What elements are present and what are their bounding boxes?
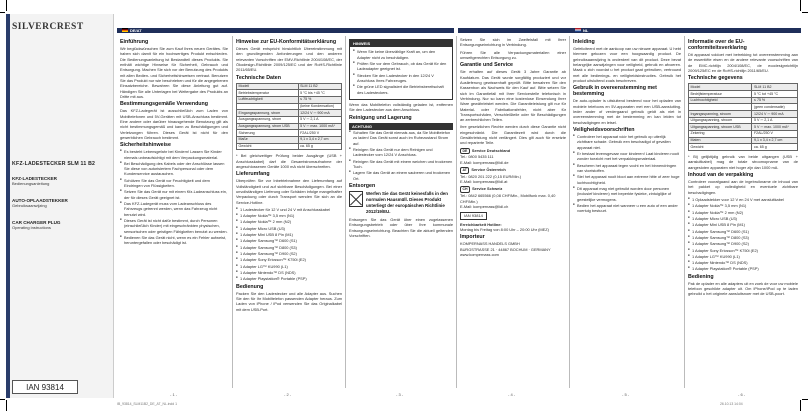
flag-nl-icon <box>575 28 581 32</box>
list-item: ■ Schützen Sie das Gerät vor Feuchtigkeit und dem Eindringen von Flüssigkeiten. <box>120 178 228 189</box>
cover-side-bar <box>6 14 10 398</box>
cover-panel <box>6 14 114 398</box>
table-row <box>689 117 798 124</box>
cover-ian-box: IAN 93814 <box>12 380 78 394</box>
table-cell: (keine Kondensation) <box>298 103 341 110</box>
list-item: ■ Es besteht Lebensgefahr bei Kindern! Lassen Sie Kinder niemals unbeaufsichtigt mit dem Verpackungsmaterial. <box>120 149 228 160</box>
hint-body <box>350 47 452 99</box>
heading-delivery: Lieferumfang <box>236 171 270 178</box>
list-item: ■ 1 Adapter Mini USB 8 Pin (M1) <box>688 222 798 227</box>
table-cell <box>237 103 299 110</box>
list-item: ■ 1 Adapter Samsung™ D900 (S2) <box>688 241 798 246</box>
column-1 <box>120 37 228 389</box>
tech-data-table-nl <box>688 83 798 151</box>
list-item: ■ 1 Adapter Nintendo™ DS (NDS) <box>688 260 798 265</box>
list-item: ■ Reinigen Sie das Gerät nur dem Reinigen und Ladestecker vom 12/24 V Anschluss. <box>349 147 453 158</box>
column-divider <box>456 36 457 388</box>
paragraph-conformity: Dieses Gerät entspricht hinsichtlich Übereinstimmung mit den grundlegenden Anforderungen und den anderen relevanten Vorschriften der EMV-Richtlinie 2004/108/EC, der Ökodesign-Richtlinie 2009/125/EC und der RoHS-Richtlinie 2011/65/EU. <box>236 46 342 73</box>
table-cell: 12/24 V ⎓ 900 mA <box>298 110 341 117</box>
paragraph-conformity-nl: Dit apparaat voldoet met betrekking tot overeenstemming aan de essentiële eisen en de andere relevante voorschriften van de EMC-richtlijn 2004/108/EC, de ecodesignrichtlijn 2009/125/EC en de RoHS-richtlijn 2011/65/EU. <box>688 52 798 74</box>
crop-mark-br-v <box>800 400 801 411</box>
table-cell: Luchtvochtigheid <box>689 97 752 104</box>
hint-heading: HINWEIS <box>350 40 452 47</box>
footer-timestamp: 26.10.13 14:04 <box>720 402 743 406</box>
table-cell: 5 °C tot +45 °C <box>752 91 798 98</box>
crop-mark-tr-v <box>800 0 801 11</box>
table-cell: Eingangsspannung, strom <box>237 110 299 117</box>
list-item: ■ Dieses Gerät ist nicht dafür bestimmt, durch Personen (einschließlich Kinder) mit eingeschränkten physischen, sensorischen oder geistigen Fähigkeiten benutzt zu werden. <box>120 218 228 234</box>
paragraph-use-nl: De auto-oplader is uitsluitend bestemd voor het opladen van mobiele telefoons en 5V-apparaten met een USB-aansluiting. Ieder ander of verdergaand gebruik geldt als niet in overeenstemming met de bestemming en kan leiden tot beschadigingen en letsel. <box>573 98 681 125</box>
table-cell: 5 V ⎓ max. 1000 mA* <box>298 123 341 130</box>
disposal-block <box>349 191 453 215</box>
warning-list <box>349 130 453 181</box>
page-number: - 4 - <box>508 392 516 397</box>
table-row <box>237 83 342 90</box>
service-mail: E-Mail: kompernass@lidl.de <box>460 159 509 165</box>
importer-name: KOMPERNASS HANDELS GMBH <box>460 241 520 247</box>
list-item: ■ 1 Adapter Nokia™ 2 mm (N2) <box>236 219 342 224</box>
crop-mark-tl-v <box>6 0 7 11</box>
heading-operation: Bedienung <box>236 283 264 290</box>
column-3 <box>349 37 453 389</box>
list-item: ■ 1 Adapter Playstation® Portable (PSP) <box>688 266 798 271</box>
table-cell: ≤ 75 % <box>298 97 341 104</box>
heading-intended-use: Bestimmungsgemäße Verwendung <box>120 101 209 108</box>
list-item: ■ Das KFZ-Ladegerät muss vom Ladeanschluss des Fahrzeugs getrennt werden, wenn das Fahrzeug nicht benutzt wird. <box>120 201 228 217</box>
table-cell: Gewicht <box>237 143 299 150</box>
service-tel: Tel.: 0820 201 222 (0,15 EUR/Min.) <box>460 173 521 179</box>
crop-mark-tl-h <box>0 12 5 13</box>
column-divider <box>232 36 233 388</box>
heading-warranty: Garantie und Service <box>460 62 513 69</box>
hotline-hours: Montag bis Freitag von 8:00 Uhr – 20:00 Uhr (MEZ) <box>460 226 549 232</box>
cover-lang-nl <box>12 198 108 208</box>
cover-lang-de <box>12 176 108 186</box>
list-item: ■ 1 Adapter LG™ KU990 (L1) <box>688 254 798 259</box>
list-item: ■ 1 Adapter Nintendo™ DS (NDS) <box>236 270 342 275</box>
cover-product-title: KFZ-LADESTECKER SLM 11 B2 <box>12 161 96 167</box>
list-item: ■ Controleer het apparaat vóór het gebruik op uiterlijk zichtbare schade. Gebruik een beschadigd of gevallen apparaat niet. <box>573 134 681 150</box>
safety-list-nl <box>573 134 681 213</box>
table-cell <box>689 104 752 111</box>
hint-box <box>349 39 453 100</box>
table-row <box>237 90 342 97</box>
table-cell: (geen condensatie) <box>752 104 798 111</box>
heading-delivery-nl: Inhoud van de verpakking <box>688 171 754 178</box>
header-bar-nl <box>458 28 801 33</box>
cover-lang-title: CAR CHARGER PLUG <box>12 220 61 225</box>
column-5 <box>573 37 681 389</box>
table-row <box>689 111 798 118</box>
table-row <box>689 104 798 111</box>
table-row <box>689 131 798 138</box>
hint-list <box>353 49 449 95</box>
warning-heading: ACHTUNG <box>349 123 453 130</box>
list-item: ■ Reinigen Sie das Gerät mit einem weichen und trockenen Tuch. <box>349 159 453 170</box>
paragraph-tech-note-nl: * Bij gelijktijdig gebruik van beide uitgangen (USB + aansluitkabel) mag de totale stroomopname van de aangesloten apparaten niet hoger zijn dan 1000 mA. <box>688 154 798 170</box>
paragraph-operation: Packen Sie den Ladestecker und alle Adapter aus. Suchen Sie den für Ihr Mobiltelefon passenden Adapter heraus. Zum Laden von iPhone / iPod verwenden Sie das Originalkabel mit dem USB-Port. <box>236 290 342 312</box>
table-cell: Maße <box>237 136 299 143</box>
heading-disposal: Entsorgen <box>349 182 376 189</box>
list-item: ■ 1 Adapter Samsung™ D800 (S3) <box>688 235 798 240</box>
table-cell: ≤ 75 % <box>752 97 798 104</box>
table-row <box>237 123 342 130</box>
table-cell: SLM 11 B2 <box>298 83 341 90</box>
service-name: Service Schweiz <box>472 186 503 192</box>
list-item: ■ 1 Adapter Nokia™ 2 mm (N2) <box>688 210 798 215</box>
heading-safety: Sicherheitshinweise <box>120 142 171 149</box>
table-cell: Sicherung <box>237 130 299 137</box>
table-cell: SLM 11 B2 <box>752 84 798 91</box>
table-row <box>237 117 342 124</box>
list-item: ■ Setzen Sie das Gerät nur mit einem Kfz-Ladeanschluss ein, der für dieses Gerät geeignet ist. <box>120 189 228 200</box>
service-tel: Tel.: 0842 665566 (0,08 CHF/Min., Mobilfunk max. 0,40 CHF/Min.) <box>460 193 556 204</box>
country-code-de: DE <box>460 148 470 155</box>
list-item: ■ Bedienen Sie das Gerät nicht, wenn es ein Fehler aufweist, heruntergefallen oder beschädigt ist. <box>120 235 228 246</box>
list-item: ■ Die grüne LED signalisiert die Betriebsbereitschaft des Ladesteckers. <box>353 84 449 95</box>
list-item: ■ Wenn Sie keine überzählige Kraft an, um den Adapter nicht zu beschädigen. <box>353 49 449 60</box>
table-cell: Model <box>689 84 752 91</box>
list-item: ■ Schalten Sie das Gerät niemals aus, da Sie Mobiltelefon zu laden! Das Gerät sonst auch im Ruhezustand Strom auf. <box>349 130 453 146</box>
heading-conformity: Hinweise zur EU-Konformitätserklärung <box>236 39 337 45</box>
flag-de-icon <box>122 28 128 32</box>
heading-tech-data-nl: Technische gegevens <box>688 75 743 82</box>
table-cell: 5 V ⎓ 2,1 A <box>298 117 341 124</box>
list-item: ■ 1 Adapter Playstation® Portable (PSP) <box>236 276 342 281</box>
list-item: ■ Bescherm het apparaat tegen vocht en het binnendringen van vloeistoffen. <box>573 163 681 174</box>
table-row <box>237 143 342 150</box>
list-item: ■ Prüfen Sie vor dem Gebrauch, ob das Gerät für den Ladeadapter geeignet ist. <box>353 61 449 72</box>
paragraph-disposal: Entsorgen Sie das Gerät über einen zugelassenen Entsorgungsbetrieb oder über Ihre kommunale Entsorgungseinrichtung. Beachten Sie die aktuell geltenden Vorschriften. <box>349 216 453 238</box>
cover-lang-subtitle: Bedienungsanleitung <box>12 180 50 186</box>
page-number: - 6 - <box>738 392 746 397</box>
paragraph-env: Setzen Sie sich im Zweifelsfall mit Ihrer Entsorgungseinrichtung in Verbindung. <box>460 37 566 48</box>
paragraph-warranty-2: Ihre gesetzlichen Rechte werden durch diese Garantie nicht eingeschränkt. Die Garantiezeit wird durch die Gewährleistung nicht verlängert. Dies gilt auch für ersetzte und reparierte Teile. <box>460 124 566 146</box>
page-number: - 3 - <box>396 392 404 397</box>
safety-list <box>120 149 228 245</box>
column-4 <box>460 37 566 389</box>
paragraph-warranty: Sie erhalten auf dieses Gerät 3 Jahre Garantie ab Kaufdatum. Das Gerät wurde sorgfältig produziert und vor Auslieferung gewissenhaft geprüft. Bitte bewahren Sie den Kassenbon als Nachweis für den Kauf auf. Bitte setzen Sie sich im Garantiefall mit Ihrer Servicestelle telefonisch in Verbindung. Nur so kann eine kostenlose Einsendung Ihrer Ware gewährleistet werden. Die Garantieleistung gilt nur für Material- oder Fabrikationsfehler, nicht aber für Transportschäden, Verschleißteile oder für Beschädigungen an zerbrechlichen Teilen. <box>460 69 566 123</box>
table-cell: F2AL/250 V <box>298 130 341 137</box>
country-code-at: AT <box>460 167 469 174</box>
table-cell: 9,1 x 3,4 x 2,7 cm <box>298 136 341 143</box>
list-item: ■ Dit apparaat mag niet gebruikt worden door personen (inclusief kinderen) met beperkte fysieke, zintuiglijke of geestelijke vermogens. <box>573 186 681 202</box>
cover-lang-subtitle: Operating instructions <box>12 224 51 230</box>
table-cell: F2AL/250 V <box>752 131 798 138</box>
importer-address: BURGSTRASSE 21 · 44867 BOCHUM · GERMANY <box>460 246 551 252</box>
service-ch <box>460 186 566 209</box>
crop-mark-br-h <box>802 399 808 400</box>
paragraph-intended-use: Das KFZ-Ladegerät ist ausschließlich zum Laden von Mobiltelefonen und 5V-Geräten mit USB-Anschluss bestimmt. Eine andere oder darüber hinausgehende Benutzung gilt als nicht bestimmungsgemäß und kann zu Beschädigungen und Verletzungen führen. Dieses Gerät ist nicht für den gewerblichen Gebrauch bestimmt. <box>120 108 228 140</box>
hotline-title: Erreichbarkeit Hotline: <box>460 221 502 227</box>
table-row <box>689 97 798 104</box>
ian-label: IAN 93814 <box>460 212 487 219</box>
page-number: - 2 - <box>284 392 292 397</box>
list-item: ■ 1 Adapter Micro USB (U3) <box>236 226 342 231</box>
list-item: ■ 1 Adapter Nokia™ 3,5 mm (N1) <box>236 213 342 218</box>
list-item: ■ 1 Adapter Micro USB (U3) <box>688 216 798 221</box>
service-at <box>460 167 566 184</box>
header-tag-nl <box>572 28 588 33</box>
footer-file-label: IB_93814_SLM11B2_DE_AT_NL.indd 1 <box>117 402 178 406</box>
paragraph-led: Wenn das Mobiltelefon vollständig geladen ist, entfernen Sie den Ladestecker aus dem Anschluss. <box>349 101 453 113</box>
column-divider <box>569 36 570 388</box>
page-number: - 1 - <box>170 392 178 397</box>
heading-conformity-nl: Informatie over de EU-conformiteitsverklaring <box>688 39 747 52</box>
list-item: ■ Stel het apparaat nooit bloot aan extreme hitte of zeer hoge luchtvochtigheid. <box>573 174 681 185</box>
table-cell: Modell <box>237 83 299 90</box>
crop-mark-bl-v <box>6 400 7 411</box>
table-cell: Ingangsspanning, stroom <box>689 111 752 118</box>
column-6 <box>688 37 798 389</box>
table-cell: 9,1 x 3,4 x 2,7 cm <box>752 137 798 144</box>
heading-use-nl: Gebruik in overeenstemming met bestemming <box>573 85 657 98</box>
table-row <box>689 84 798 91</box>
table-row <box>689 137 798 144</box>
service-tel: Tel.: 0800 5435 111 <box>460 154 494 160</box>
cover-lang-title: KFZ-LADESTECKER <box>12 176 57 181</box>
table-cell: Uitgangsspanning, stroom <box>689 117 752 124</box>
paragraph-delivery-nl: Controleer voorafgaand aan de ingebruikname de inhoud van het pakket op volledigheid en eventuele zichtbare beschadigingen. <box>688 179 798 195</box>
list-item: ■ 1 Adapter Samsung™ D600 (S1) <box>236 238 342 243</box>
header-label-nl: NL <box>583 28 589 33</box>
header-label-de: DE/AT <box>130 28 142 33</box>
table-cell: Zekering <box>689 131 752 138</box>
table-cell: 5 V ⎓ 2,1 A <box>752 117 798 124</box>
page-number: - 5 - <box>622 392 630 397</box>
list-item: ■ 1 Adapter Samsung™ D600 (S1) <box>688 229 798 234</box>
list-item: ■ 1 Oplaadstekker voor 12 V en 24 V met aansluitkabel <box>688 197 798 202</box>
table-cell: Luftfeuchtigkeit <box>237 97 299 104</box>
list-item: ■ Stecken Sie den Ladestecker in den 12/24 V Anschluss Ihres Fahrzeuges. <box>353 73 449 84</box>
delivery-list-nl <box>688 197 798 272</box>
list-item: ■ 1 Adapter Sony Ericsson™ K750i (E2) <box>688 248 798 253</box>
crossed-bin-icon <box>349 191 363 207</box>
table-row <box>237 136 342 143</box>
list-item: ■ Er bestaat levensgevaar voor kinderen! Laat kinderen nooit zonder toezicht met het verpakkingsmateriaal. <box>573 151 681 162</box>
crop-mark-tr-h <box>802 12 808 13</box>
tech-data-table <box>236 83 342 151</box>
heading-operation-nl: Bediening <box>688 273 714 280</box>
column-divider <box>684 36 685 388</box>
table-cell: ca. 65 g <box>298 143 341 150</box>
importer-website[interactable]: www.kompernass.com <box>460 251 499 257</box>
table-row <box>689 124 798 131</box>
country-code-ch: CH <box>460 186 470 193</box>
cover-lang-title: AUTO-OPLAADSTEKKER <box>12 198 68 203</box>
list-item: ■ 1 Adapter LG™ KU990 (L1) <box>236 264 342 269</box>
cover-lang-gb <box>12 220 108 230</box>
cover-lang-subtitle: Gebruiksaanwijzing <box>12 202 47 208</box>
list-item: ■ 1 Adapter Nokia™ 3,5 mm (N1) <box>688 203 798 208</box>
heading-safety-nl: Veiligheidsvoorschriften <box>573 126 635 133</box>
service-mail: E-Mail: kompernass@lidl.ch <box>460 203 509 209</box>
paragraph-delivery: Überprüfen Sie vor Inbetriebnahme den Lieferumfang auf Vollständigkeit und auf sichtbare Beschädigungen. Bei einer unvollständigen Lieferung oder Schäden infolge mangelhafter Verpackung oder durch Transport wenden Sie sich an die Service-Hotline. <box>236 178 342 205</box>
table-row <box>237 103 342 110</box>
list-item: ■ 1 Adapter Sony Ericsson™ K750i (E2) <box>236 257 342 262</box>
table-cell: 12/24 V ⎓ 900 mA <box>752 111 798 118</box>
table-cell: Gewicht <box>689 144 752 151</box>
table-cell: Ausgangsspannung, strom USB <box>237 123 299 130</box>
table-cell: Maten <box>689 137 752 144</box>
table-row <box>689 144 798 151</box>
list-item: ■ 1 Adapter Samsung™ D800 (S3) <box>236 245 342 250</box>
service-name: Service Deutschland <box>471 147 511 153</box>
delivery-list <box>236 207 342 282</box>
table-cell: Uitgangsspanning, stroom USB <box>689 124 752 131</box>
header-bar-de <box>117 28 454 33</box>
brand-logo: SILVERCREST <box>12 22 84 32</box>
service-de <box>460 148 566 165</box>
table-row <box>237 130 342 137</box>
heading-intro: Einführung <box>120 39 149 45</box>
table-row <box>237 97 342 104</box>
paragraph-operation-nl: Pak de oplader en alle adapters uit en zoek de voor uw mobiele telefoon geschikte adapter uit. Om iPhone/iPod op te laden gebruikt u het originele aansluitsnoer met de USB-poort. <box>688 280 798 297</box>
paragraph-intro: Wir beglückwünschen Sie zum Kauf Ihres neuen Gerätes. Sie haben sich damit für ein hochwertiges Produkt entschieden. Die Bedienungsanleitung ist Bestandteil dieses Produkts. Sie enthält wichtige Hinweise für Sicherheit, Gebrauch und Entsorgung. Machen Sie sich vor der Benutzung des Produkts mit allen Bedien- und Sicherheitshinweisen vertraut. Benutzen Sie das Produkt nur wie beschrieben und für die angegebenen Einsatzbereiche. Bewahren Sie diese Anleitung gut auf. Händigen Sie alle Unterlagen bei Weitergabe des Produkts an Dritte mit aus. <box>120 46 228 99</box>
paragraph-pack: Führen Sie alle Verpackungsmaterialien einer umweltgerechten Entsorgung zu. <box>460 49 566 60</box>
heading-clean: Reinigung und Lagerung <box>349 114 412 121</box>
list-item: ■ Lagern Sie das Gerät an einem sauberen und trockenen Ort. <box>349 170 453 181</box>
table-cell: 5 °C bis +45 °C <box>298 90 341 97</box>
heading-tech-data: Technische Daten <box>236 74 281 81</box>
table-cell: 5 V ⎓ max. 1000 mA* <box>752 124 798 131</box>
table-row <box>237 110 342 117</box>
table-cell: Betriebstemperatur <box>237 90 299 97</box>
table-cell: Bedrijfstemperatuur <box>689 91 752 98</box>
table-cell: ca. 65 g <box>752 144 798 151</box>
list-item: ■ Bei Beschädigung des Kabels oder der Anschlüsse lassen Sie diese von autorisiertem Fachpersonal oder dem Kundenservice austauschen. <box>120 161 228 177</box>
paragraph-intro-nl: Gefeliciteerd met de aankoop van uw nieuwe apparaat. U hebt hiermee gekozen voor een hoogwaardig product. De gebruiksaanwijzing is onderdeel van dit product. Deze bevat belangrijke aanwijzingen voor veiligheid, gebruik en afvoeren. Maak u zich voordat u het product gaat gebruiken, vertrouwd met alle bedienings- en veiligheidsinstructies. Gebruik het product uitsluitend zoals beschreven. <box>573 46 681 83</box>
header-tag-de <box>119 28 142 33</box>
crop-mark-bl-h <box>0 399 5 400</box>
list-item: ■ 1 Ladestecker für 12 V und 24 V mit Anschlusskabel <box>236 207 342 212</box>
list-item: ■ 1 Adapter Mini USB 8 Pin (M1) <box>236 232 342 237</box>
heading-intro-nl: Inleiding <box>573 39 595 45</box>
list-item: ■ 1 Adapter Samsung™ D900 (S2) <box>236 251 342 256</box>
heading-importer: Importeur <box>460 234 485 241</box>
list-item: ■ Bedien het apparaat niet wanneer u een auto of een ander voertuig bestuurt. <box>573 203 681 214</box>
table-cell: Ausgangsspannung, strom <box>237 117 299 124</box>
column-2 <box>236 37 342 389</box>
disposal-bold-text: Werfen Sie das Gerät keinesfalls in den normalen Hausmüll. Dieses Produkt unterliegt der europäischen Richtlinie 2012/19/EU. <box>366 190 448 214</box>
service-name: Service Österreich <box>471 167 506 173</box>
column-divider <box>345 36 346 388</box>
paragraph-tech-note: * Bei gleichzeitiger Prüfung beider Ausgänge (USB + Anschlusskabel) darf die Gesamtstromaufnahme der angeschlossenen Geräte 1000 mA nicht überschreiten. <box>236 153 342 169</box>
service-mail: E-Mail: kompernass@lidl.at <box>460 179 508 185</box>
table-row <box>689 91 798 98</box>
